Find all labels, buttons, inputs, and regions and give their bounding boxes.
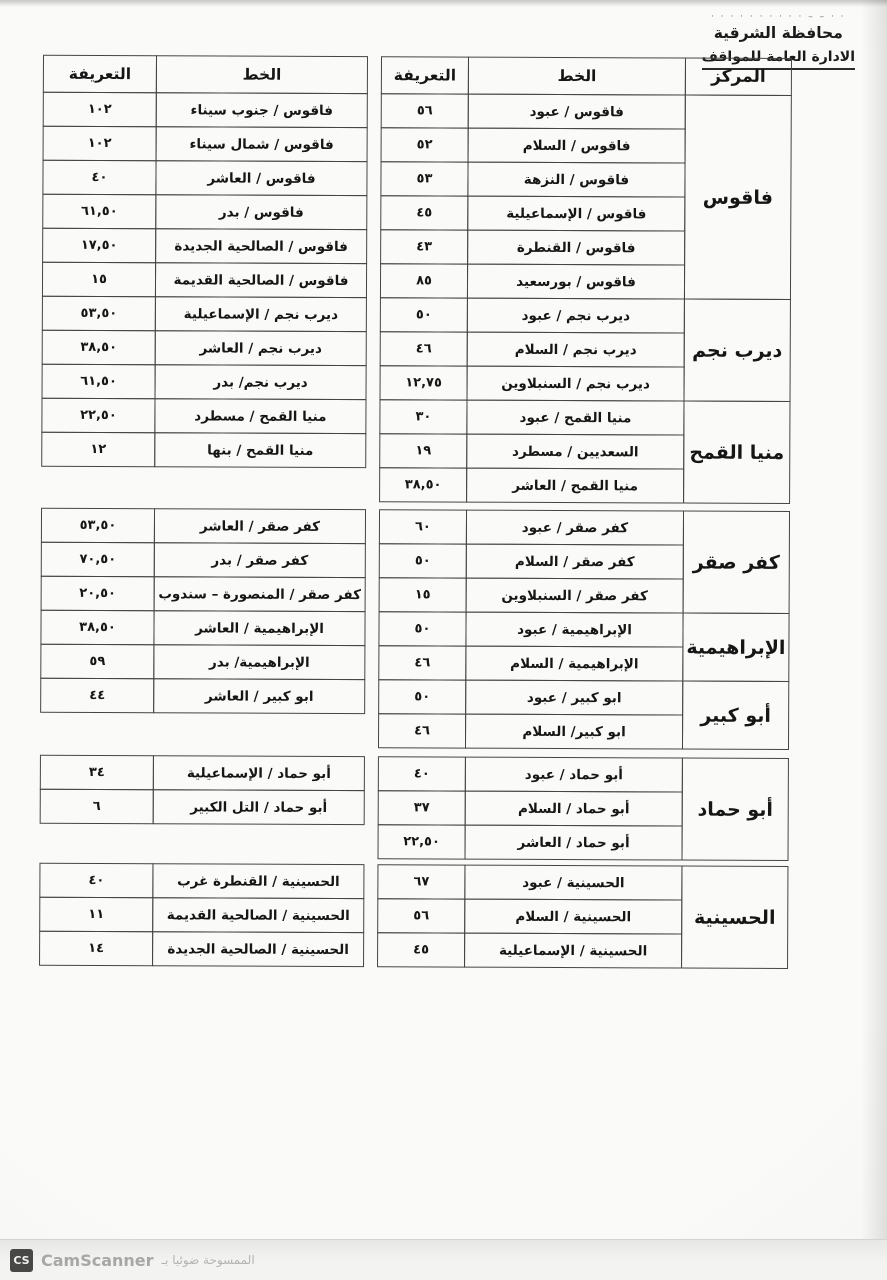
left-block: [39, 863, 364, 967]
block-gap: [367, 93, 381, 298]
line-cell: ديرب نجم / العاشر: [155, 330, 367, 366]
fare-cell: ١٢: [41, 432, 155, 467]
markaz-cell: كفر صقر: [683, 511, 790, 614]
fare-cell: ٥٣,٥٠: [42, 296, 156, 331]
fare-cell: ٢٢,٥٠: [41, 398, 155, 433]
fare-cell: ٥٠: [380, 297, 468, 332]
table-row: [42, 296, 367, 332]
line-cell: فاقوس / عبود: [468, 94, 686, 130]
table-row: [41, 508, 366, 544]
line-cell: كفر صقر / عبود: [466, 510, 684, 546]
right-block: [378, 611, 683, 681]
line-cell: الإبراهيمية / السلام: [465, 646, 683, 682]
left-block: [42, 296, 367, 400]
table-row: [380, 365, 685, 401]
table-section: [41, 92, 792, 300]
left-block: [40, 755, 365, 825]
right-block: [378, 679, 683, 749]
line-cell: الإبراهيمية/ بدر: [153, 644, 365, 680]
block-gap: [367, 297, 380, 400]
governorate-title: محافظة الشرقية: [713, 24, 843, 42]
scanned-with-label: الممسوحة ضوئيا بـ: [161, 1253, 255, 1267]
block-gap: [368, 56, 381, 94]
line-cell: فاقوس / القنطرة: [467, 230, 685, 266]
table-row: [39, 931, 364, 967]
right-block: [379, 399, 684, 503]
table-row: [380, 161, 685, 197]
left-block: [41, 508, 366, 612]
table-row: [39, 863, 364, 899]
table-row: [380, 263, 685, 299]
header-left-block: [43, 55, 368, 94]
left-block: [42, 92, 368, 298]
line-cell: فاقوس / بدر: [155, 194, 367, 230]
right-block: [379, 509, 684, 613]
line-cell: ديرب نجم / السنبلاوين: [467, 366, 685, 402]
line-cell: ديرب نجم/ بدر: [155, 364, 367, 400]
line-cell: كفر صقر / السلام: [466, 544, 684, 580]
fare-cell: ٦١,٥٠: [42, 194, 156, 229]
table-section: [40, 508, 790, 614]
line-cell: ابو كبير / عبود: [465, 680, 683, 716]
markaz-cell: ديرب نجم: [684, 299, 791, 402]
fare-cell: ٥٢: [381, 127, 469, 162]
table-row: [379, 467, 684, 503]
table-row: [378, 824, 683, 860]
table-row: [377, 864, 682, 900]
line-cell: الحسينية / الإسماعيلية: [464, 933, 682, 969]
fare-cell: ٣٤: [40, 755, 154, 790]
fare-cell: ٥٠: [378, 611, 466, 646]
block-gap: [365, 679, 378, 748]
line-cell: منيا القمح / عبود: [466, 400, 684, 436]
fare-cell: ٤٥: [377, 932, 465, 967]
line-cell: فاقوس / السلام: [468, 128, 686, 164]
table-row: [41, 576, 366, 612]
table-row: [43, 55, 368, 94]
right-block: [380, 297, 685, 401]
camscanner-bar: [0, 1239, 887, 1280]
fare-cell: ٤٦: [378, 713, 466, 748]
left-block: [41, 398, 366, 468]
table-section: [40, 398, 790, 504]
fare-cell: ١٢,٧٥: [380, 365, 468, 400]
table-section: [38, 863, 788, 969]
fare-cell: ٤٦: [380, 331, 468, 366]
table-row: [379, 509, 684, 545]
header-fare-left: التعريفة: [43, 55, 157, 93]
table-row: [377, 932, 682, 968]
line-cell: أبو حماد / السلام: [465, 791, 683, 827]
line-cell: ديرب نجم / السلام: [467, 332, 685, 368]
line-cell: أبو حماد / العاشر: [464, 825, 682, 861]
fare-cell: ٤٦: [378, 645, 466, 680]
line-cell: ابو كبير/ السلام: [465, 714, 683, 750]
header-fare-right: التعريفة: [381, 56, 469, 94]
table-row: [379, 433, 684, 469]
fare-cell: ٣٨,٥٠: [379, 467, 467, 502]
fare-cell: ٥٣,٥٠: [41, 508, 155, 543]
line-cell: فاقوس / شمال سيناء: [156, 126, 368, 162]
fare-cell: ١٥: [42, 262, 156, 297]
markaz-cell: أبو كبير: [682, 681, 789, 750]
line-cell: كفر صقر / السنبلاوين: [466, 578, 684, 614]
line-cell: الحسينية / الصالحية الجديدة: [152, 931, 364, 967]
table-row: [380, 297, 685, 333]
right-block: [377, 864, 682, 968]
header-line-right: الخط: [468, 57, 686, 96]
table-header-row: [42, 55, 792, 96]
line-cell: فاقوس / بورسعيد: [467, 264, 685, 300]
fare-cell: ٥٦: [377, 898, 465, 933]
scan-artifact-dots: · · – – · · · · · · · · · ·: [711, 12, 846, 22]
camscanner-logo-icon: CS: [10, 1249, 33, 1272]
fare-cell: ٤٠: [378, 756, 466, 791]
table-body: [38, 92, 792, 969]
line-cell: الحسينية / القنطرة غرب: [152, 863, 364, 899]
line-cell: السعديين / مسطرد: [466, 434, 684, 470]
markaz-cell: الحسينية: [681, 866, 788, 969]
fare-cell: ٤٠: [39, 863, 153, 898]
table-row: [41, 542, 366, 578]
fare-cell: ١٥: [379, 577, 467, 612]
table-row: [40, 644, 365, 680]
fare-cell: ٦: [40, 789, 154, 824]
line-cell: كفر صقر / بدر: [154, 542, 366, 578]
line-cell: منيا القمح / بنها: [154, 432, 366, 468]
fare-cell: ٤٥: [380, 195, 468, 230]
line-cell: منيا القمح / العاشر: [466, 468, 684, 504]
line-cell: ديرب نجم / عبود: [467, 298, 685, 334]
line-cell: فاقوس / جنوب سيناء: [156, 92, 368, 128]
line-cell: ديرب نجم / الإسماعيلية: [155, 296, 367, 332]
table-row: [42, 262, 367, 298]
block-gap: [366, 509, 379, 612]
markaz-cell: أبو حماد: [681, 758, 788, 861]
header-right-block: [381, 56, 686, 95]
markaz-cell: فاقوس: [684, 95, 792, 300]
left-block: [40, 610, 365, 680]
fare-cell: ٣٨,٥٠: [42, 330, 156, 365]
table-row: [377, 898, 682, 934]
table-row: [378, 611, 683, 647]
header-markaz: المركز: [685, 58, 792, 96]
block-gap: [366, 399, 379, 502]
table-row: [381, 56, 686, 95]
table-row: [39, 897, 364, 933]
table-row: [43, 92, 368, 128]
table-row: [42, 228, 367, 264]
fare-cell: ٢٢,٥٠: [378, 824, 466, 859]
line-cell: الحسينية / عبود: [464, 865, 682, 901]
table-row: [41, 432, 366, 468]
line-cell: ابو كبير / العاشر: [153, 678, 365, 714]
fare-cell: ١١: [39, 897, 153, 932]
fare-cell: ٥٠: [379, 543, 467, 578]
scan-edge-shadow: [0, 0, 887, 7]
table-section: [39, 755, 789, 861]
markaz-cell: منيا القمح: [683, 401, 790, 504]
table-row: [378, 790, 683, 826]
table-row: [379, 399, 684, 435]
table-row: [40, 755, 365, 791]
line-cell: الإبراهيمية / العاشر: [153, 610, 365, 646]
table-row: [381, 127, 686, 163]
markaz-cell: الإبراهيمية: [682, 613, 789, 682]
fare-cell: ٥٩: [40, 644, 154, 679]
block-gap: [365, 611, 378, 680]
line-cell: الحسينية / السلام: [464, 899, 682, 935]
table-row: [42, 364, 367, 400]
table-row: [40, 678, 365, 714]
table-row: [379, 543, 684, 579]
block-gap: [365, 756, 378, 859]
table-row: [40, 789, 365, 825]
table-row: [380, 229, 685, 265]
fare-cell: ٤٠: [42, 160, 156, 195]
table-row: [378, 756, 683, 792]
line-cell: الحسينية / الصالحية القديمة: [152, 897, 364, 933]
table-row: [378, 645, 683, 681]
table-row: [41, 398, 366, 434]
fare-cell: ٣٧: [378, 790, 466, 825]
fare-cell: ٦٠: [379, 509, 467, 544]
table-row: [378, 713, 683, 749]
table-section: [39, 610, 789, 682]
fare-cell: ٥٣: [380, 161, 468, 196]
fare-cell: ١٤: [39, 931, 153, 966]
table-row: [40, 610, 365, 646]
fare-cell: ٢٠,٥٠: [41, 576, 155, 611]
fare-cell: ٥٠: [378, 679, 466, 714]
scan-right-shadow: [861, 0, 887, 1280]
fare-cell: ١٠٢: [43, 126, 157, 161]
fare-table: [38, 55, 792, 969]
line-cell: فاقوس / العاشر: [155, 160, 367, 196]
fare-cell: ٦٧: [377, 864, 465, 899]
line-cell: أبو حماد / عبود: [465, 757, 683, 793]
fare-cell: ٤٣: [380, 229, 468, 264]
line-cell: كفر صقر / المنصورة – سندوب: [154, 576, 366, 612]
camscanner-app-name: CamScanner: [41, 1250, 154, 1270]
table-row: [380, 195, 685, 231]
fare-cell: ١٠٢: [43, 92, 157, 127]
fare-cell: ٤٤: [40, 678, 154, 713]
header-line-left: الخط: [156, 55, 368, 94]
fare-cell: ٧٠,٥٠: [41, 542, 155, 577]
fare-cell: ١٧,٥٠: [42, 228, 156, 263]
table-row: [378, 679, 683, 715]
fare-cell: ٣٨,٥٠: [40, 610, 154, 645]
fare-cell: ٥٦: [381, 93, 469, 128]
line-cell: أبو حماد / الإسماعيلية: [153, 755, 365, 791]
line-cell: منيا القمح / مسطرد: [154, 398, 366, 434]
line-cell: كفر صقر / العاشر: [154, 508, 366, 544]
table-row: [380, 331, 685, 367]
table-section: [39, 678, 789, 750]
block-gap: [364, 864, 377, 967]
table-row: [381, 93, 686, 129]
line-cell: فاقوس / الإسماعيلية: [467, 196, 685, 232]
table-row: [42, 160, 367, 196]
line-cell: أبو حماد / التل الكبير: [153, 789, 365, 825]
right-block: [378, 756, 683, 860]
line-cell: فاقوس / النزهة: [467, 162, 685, 198]
table-section: [41, 296, 791, 402]
line-cell: فاقوس / الصالحية القديمة: [155, 262, 367, 298]
table-row: [379, 577, 684, 613]
fare-cell: ٣٠: [379, 399, 467, 434]
fare-cell: ١٩: [379, 433, 467, 468]
table-row: [42, 330, 367, 366]
fare-cell: ٨٥: [380, 263, 468, 298]
table-row: [43, 126, 368, 162]
line-cell: فاقوس / الصالحية الجديدة: [155, 228, 367, 264]
department-title: الادارة العامة للمواقف: [702, 49, 855, 70]
fare-cell: ٦١,٥٠: [42, 364, 156, 399]
table-row: [42, 194, 367, 230]
line-cell: الإبراهيمية / عبود: [465, 612, 683, 648]
right-block: [380, 93, 686, 299]
left-block: [40, 678, 365, 714]
